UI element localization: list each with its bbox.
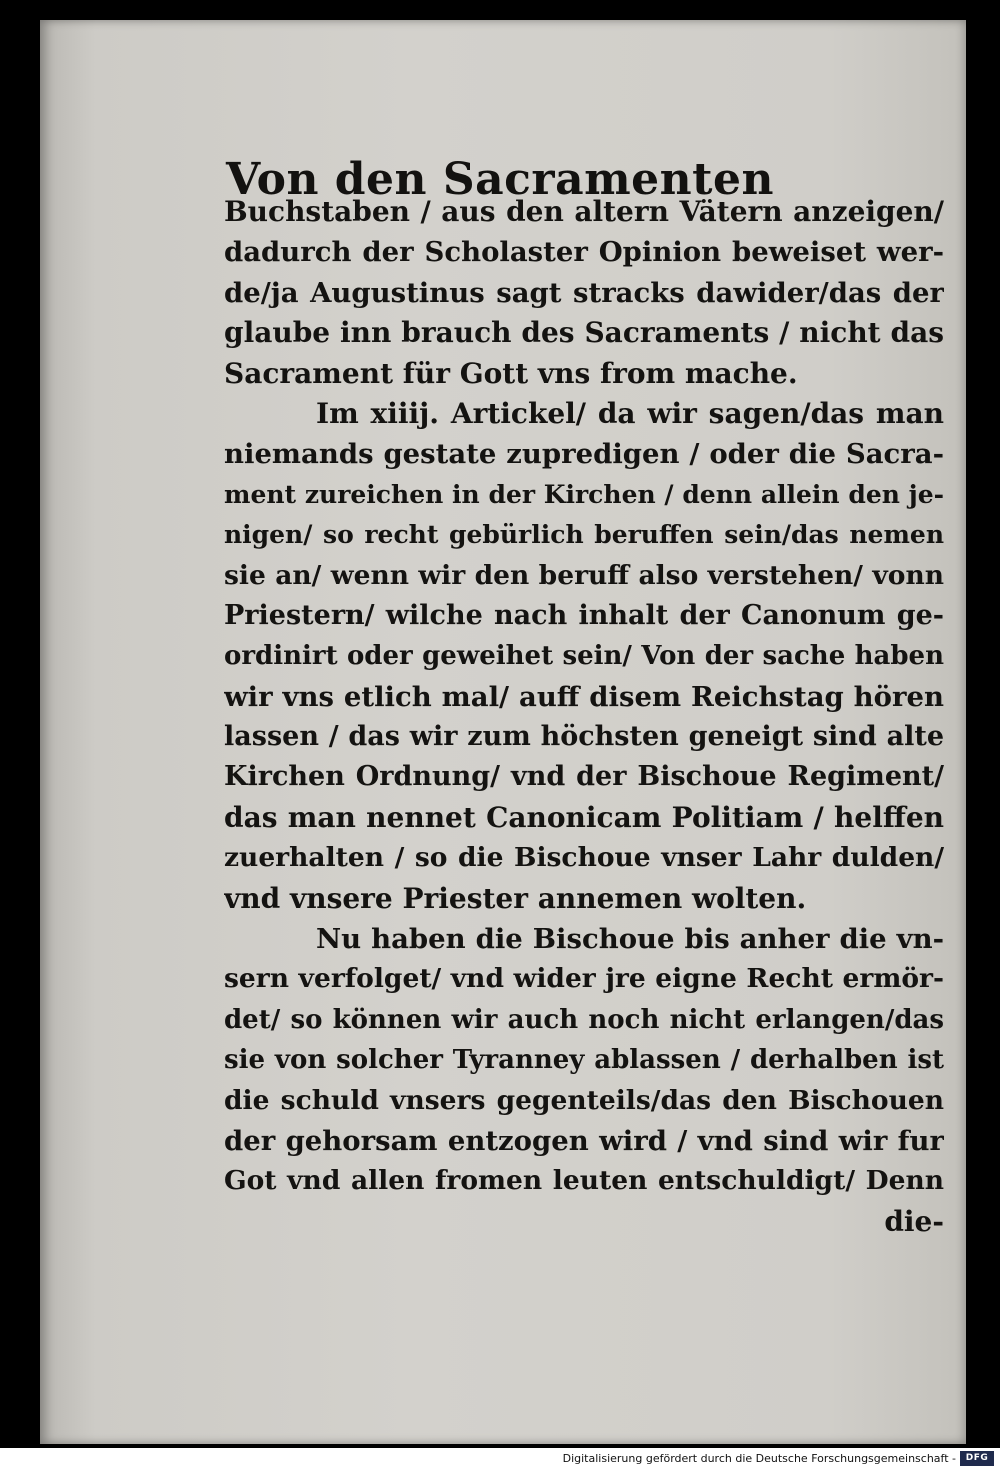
- text-line: ordinirt oder geweihet sein/ Von der sache haben: [224, 641, 944, 672]
- text-line: zuerhalten / so die Bischoue vnser Lahr dulden/: [224, 842, 944, 874]
- digitization-footer: [0, 1448, 1000, 1470]
- text-line: sern verfolget/ vnd wider jre eigne Recht ermör-: [224, 963, 944, 995]
- text-line: die schuld vnsers gegenteils/das den Bischouen: [224, 1084, 944, 1116]
- text-line: vnd vnsere Priester annemen wolten.: [224, 881, 807, 915]
- text-line: de/ja Augustinus sagt stracks dawider/das der: [224, 276, 944, 309]
- text-line: glaube inn brauch des Sacraments / nicht das: [224, 316, 944, 350]
- page-heading: Von den Sacramenten: [226, 154, 774, 205]
- text-line: Im xiiij. Artickel/ da wir sagen/das man: [316, 396, 944, 430]
- text-line: Got vnd allen fromen leuten entschuldigt/ Denn: [224, 1165, 944, 1197]
- text-line: wir vns etlich mal/ auff disem Reichstag hören: [224, 680, 944, 713]
- text-line: dadurch der Scholaster Opinion beweiset wer-: [224, 236, 944, 269]
- catchword: die-: [884, 1204, 944, 1238]
- text-line: ment zureichen in der Kirchen / denn allein den je-: [224, 479, 944, 509]
- text-line: Buchstaben / aus den altern Vätern anzeigen/: [224, 195, 944, 228]
- text-line: nigen/ so recht gebürlich beruffen sein/das nemen: [224, 520, 944, 550]
- funding-credit: Digitalisierung gefördert durch die Deutsche Forschungsgemeinschaft -: [562, 1452, 956, 1465]
- text-line: das man nennet Canonicam Politiam / helffen: [224, 800, 944, 834]
- text-line: lassen / das wir zum höchsten geneigt sind alte: [224, 721, 944, 753]
- text-line: det/ so können wir auch noch nicht erlangen/das: [224, 1004, 944, 1035]
- text-line: Sacrament für Gott vns from mache.: [224, 356, 798, 390]
- text-line: sie von solcher Tyranney ablassen / derhalben ist: [224, 1045, 944, 1076]
- text-line: sie an/ wenn wir den beruff also verstehen/ vonn: [224, 559, 944, 591]
- text-line: Nu haben die Bischoue bis anher die vn-: [316, 923, 944, 956]
- text-line: der gehorsam entzogen wird / vnd sind wir fur: [224, 1124, 944, 1157]
- book-spine-shadow: [0, 0, 40, 1444]
- text-line: niemands gestate zupredigen / oder die Sacra-: [224, 438, 944, 471]
- page-body-text: [224, 192, 944, 1242]
- scan-right-margin: [966, 0, 1000, 1444]
- dfg-logo: DFG: [960, 1451, 994, 1466]
- text-line: Kirchen Ordnung/ vnd der Bischoue Regiment/: [224, 761, 944, 793]
- text-line: Priestern/ wilche nach inhalt der Canonum ge-: [224, 599, 944, 631]
